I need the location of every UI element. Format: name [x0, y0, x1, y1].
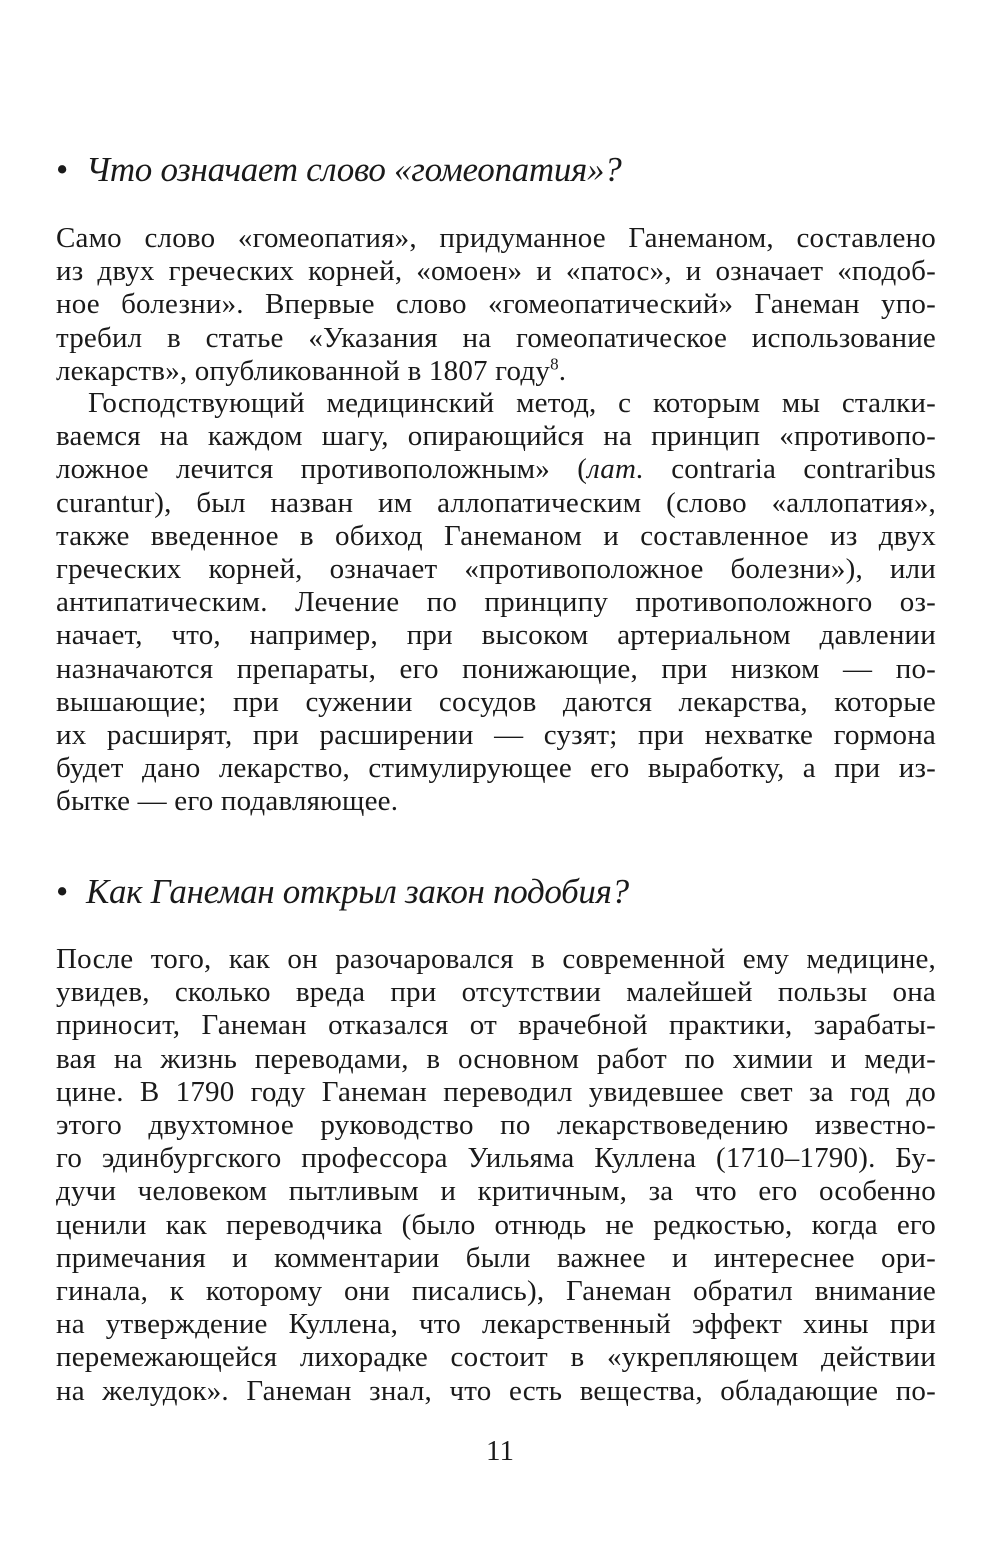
- text-line: Само слово «гомеопатия», придуманное Ганеманом, составлено: [56, 222, 936, 254]
- text-line: антипатическим. Лечение по принципу противоположного оз-: [56, 586, 936, 619]
- text-line: перемежающейся лихорадке состоит в «укрепляющем действии: [56, 1341, 936, 1374]
- text-line: го эдинбургского профессора Уильяма Куллена (1710–1790). Бу-: [56, 1142, 936, 1175]
- text-line: будет дано лекарство, стимулирующее его выработку, а при из-: [56, 752, 936, 785]
- text-line: вышающие; при сужении сосудов даются лекарства, которые: [56, 685, 936, 718]
- text-line: на желудок». Ганеман знал, что есть вещества, обладающие по-: [56, 1374, 936, 1407]
- paragraph-allopathy: [56, 387, 936, 819]
- text-line: лекарств», опубликованной в 1807 году$^8$.: [56, 354, 567, 387]
- heading-text: Что означает слово «гомеопатия»?: [86, 150, 622, 189]
- text-line: бытке — его подавляющее.: [56, 785, 399, 818]
- footnote-marker: 8: [550, 354, 559, 374]
- section-heading-law-of-similars: [56, 872, 936, 912]
- text-line: греческих корней, означает «противоположное болезни»), или: [56, 553, 936, 586]
- text-line: увидев, сколько вреда при отсутствии малейшей пользы она: [56, 976, 936, 1009]
- text-line: назначаются препараты, его понижающие, при низком — по-: [56, 652, 936, 685]
- text-line: ценили как переводчика (было отнюдь не редкостью, когда его: [56, 1208, 936, 1241]
- text-line: начает, что, например, при высоком артериальном давлении: [56, 619, 936, 652]
- text-line: ное болезни». Впервые слово «гомеопатический» Ганеман упо-: [56, 288, 936, 321]
- text-line: из двух греческих корней, «омоен» и «патос», и означает «подоб-: [56, 255, 936, 288]
- paragraph-definition: [56, 222, 936, 388]
- section-heading-homeopathy: [56, 150, 936, 190]
- text-line: дучи человеком пытливым и критичным, за что его особенно: [56, 1175, 936, 1208]
- text-line: ложное лечится противоположным» (лат. contraria contraribus: [56, 453, 937, 486]
- text-line: curantur), был назван им аллопатическим (слово «аллопатия»,: [56, 486, 936, 519]
- paragraph-discovery: [56, 943, 936, 1408]
- text-line: Господствующий медицинский метод, с которым мы сталки-: [88, 387, 936, 419]
- text-line: примечания и комментарии были важнее и интереснее ори-: [56, 1241, 936, 1274]
- text-line: их расширят, при расширении — сузят; при нехватке гормона: [56, 719, 936, 752]
- text-line: приносит, Ганеман отказался от врачебной практики, зарабаты-: [56, 1009, 936, 1042]
- bullet-icon: •: [56, 150, 68, 189]
- text-line: этого двухтомное руководство по лекарствоведению известно-: [56, 1109, 936, 1142]
- page-number: 11: [486, 1435, 514, 1467]
- bullet-icon: •: [56, 872, 68, 911]
- text-line: гинала, к которому они писались), Ганеман обратил внимание: [56, 1275, 936, 1308]
- heading-text: Как Ганеман открыл закон подобия?: [86, 872, 629, 911]
- text-line: требил в статье «Указания на гомеопатическое использование: [56, 321, 936, 354]
- text-line: вая на жизнь переводами, в основном работ по химии и меди-: [56, 1042, 936, 1075]
- text-line: также введенное в обиход Ганеманом и составленное из двух: [56, 519, 936, 552]
- text-line: цине. В 1790 году Ганеман переводил увидевшее свет за год до: [56, 1075, 936, 1108]
- text-line: ваемся на каждом шагу, опирающийся на принцип «противопо-: [56, 420, 936, 453]
- text-line: на утверждение Куллена, что лекарственный эффект хины при: [56, 1308, 936, 1341]
- text-line: После того, как он разочаровался в современной ему медицине,: [56, 943, 936, 975]
